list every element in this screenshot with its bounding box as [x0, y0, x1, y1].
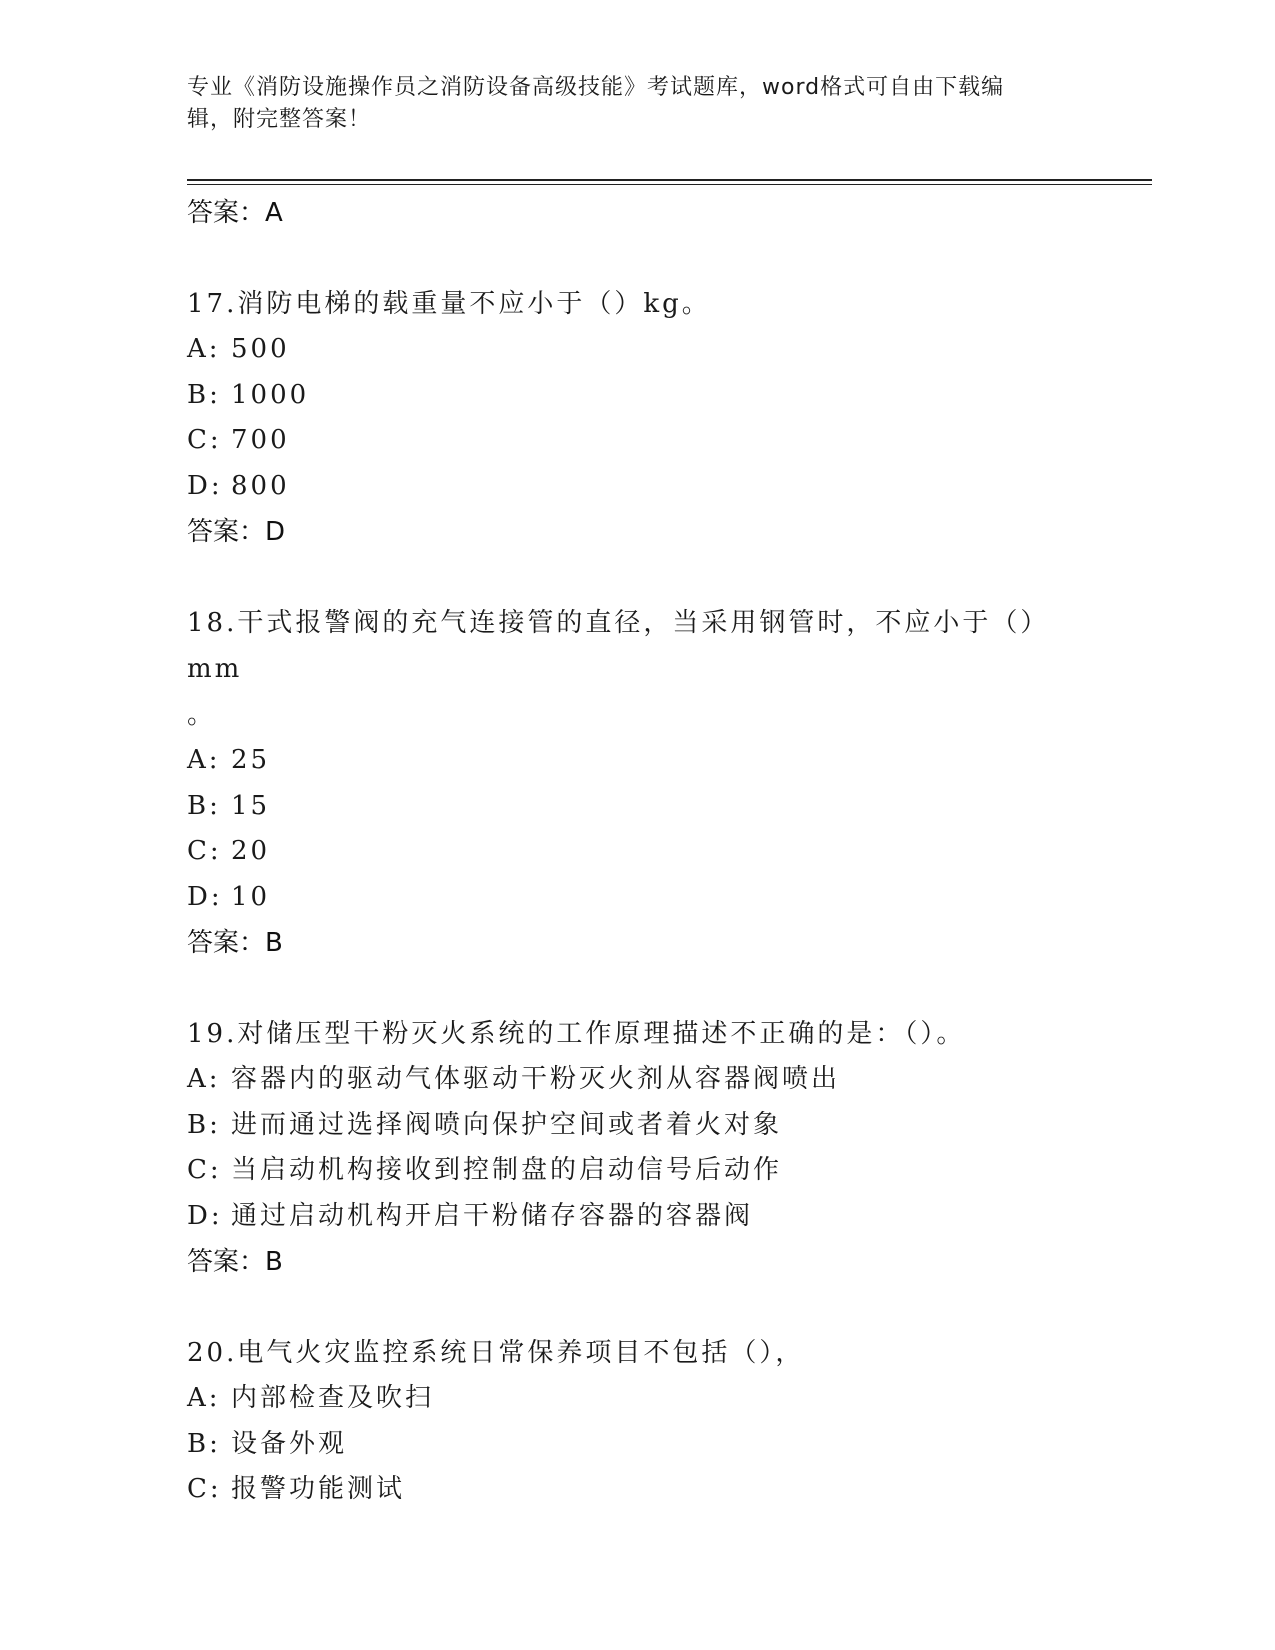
option-d: [187, 1194, 1087, 1240]
answer-line: 答案：D: [187, 517, 286, 547]
question-list: [187, 190, 1087, 1513]
header-line-2: 辑，附完整答案！: [187, 107, 372, 132]
option-letter: B:: [187, 1428, 221, 1459]
header-divider-thick: [187, 179, 1152, 181]
question-19: [187, 1011, 1087, 1285]
option-text: 当启动机构接收到控制盘的启动信号后动作: [231, 1155, 783, 1185]
option-text: 通过启动机构开启干粉储存容器的容器阀: [231, 1200, 754, 1231]
option-b: [187, 1422, 1087, 1468]
question-text: 18.干式报警阀的充气连接管的直径，当采用钢管时，不应小于（）mm: [187, 608, 1050, 684]
option-letter: C:: [187, 836, 222, 866]
question-text-continued: 。: [187, 700, 217, 730]
option-c: [187, 1467, 1087, 1513]
option-text: 进而通过选择阀喷向保护空间或者着火对象: [231, 1109, 783, 1140]
option-a: [187, 327, 1087, 373]
option-text: 20: [231, 836, 271, 866]
option-text: 10: [231, 881, 271, 912]
option-letter: B:: [187, 790, 221, 821]
option-letter: D:: [187, 470, 223, 501]
option-c: [187, 1148, 1087, 1194]
option-letter: C:: [187, 1474, 222, 1504]
option-letter: C:: [187, 425, 222, 455]
option-a: [187, 1057, 1087, 1103]
header-divider-thin: [187, 184, 1152, 185]
option-letter: A:: [187, 1383, 221, 1413]
option-text: 报警功能测试: [231, 1474, 406, 1504]
option-letter: C:: [187, 1155, 222, 1185]
option-letter: D:: [187, 881, 223, 912]
answer-line: 答案：B: [187, 928, 283, 958]
option-letter: A:: [187, 334, 221, 364]
option-a: [187, 1376, 1087, 1422]
question-text: 19.对储压型干粉灭火系统的工作原理描述不正确的是：（）。: [187, 1019, 966, 1049]
page-header: [187, 72, 1067, 136]
question-20: [187, 1330, 1087, 1513]
option-text: 800: [231, 470, 290, 501]
option-text: 500: [231, 334, 290, 364]
question-17: [187, 281, 1087, 555]
option-d: [187, 875, 1087, 921]
option-text: 内部检查及吹扫: [231, 1383, 435, 1413]
option-text: 容器内的驱动气体驱动干粉灭火剂从容器阀喷出: [231, 1064, 841, 1094]
option-c: [187, 418, 1087, 464]
option-text: 1000: [231, 379, 310, 410]
option-text: 15: [231, 790, 271, 821]
question-18: [187, 600, 1087, 966]
option-letter: A:: [187, 745, 221, 775]
option-letter: A:: [187, 1064, 221, 1094]
question-text: 17.消防电梯的载重量不应小于（）kg。: [187, 289, 711, 319]
answer-line: 答案：B: [187, 1247, 283, 1277]
option-text: 700: [231, 425, 290, 455]
option-a: [187, 738, 1087, 784]
option-letter: B:: [187, 1109, 221, 1140]
question-text: 20.电气火灾监控系统日常保养项目不包括（），: [187, 1338, 805, 1368]
option-letter: B:: [187, 379, 221, 410]
option-b: [187, 784, 1087, 830]
option-text: 25: [231, 745, 271, 775]
answer-line: 答案：A: [187, 198, 283, 228]
option-b: [187, 1103, 1087, 1149]
option-c: [187, 829, 1087, 875]
option-text: 设备外观: [231, 1428, 348, 1459]
option-d: [187, 464, 1087, 510]
option-b: [187, 373, 1087, 419]
option-letter: D:: [187, 1200, 223, 1231]
header-line-1: 专业《消防设施操作员之消防设备高级技能》考试题库，word格式可自由下载编: [187, 75, 1005, 100]
